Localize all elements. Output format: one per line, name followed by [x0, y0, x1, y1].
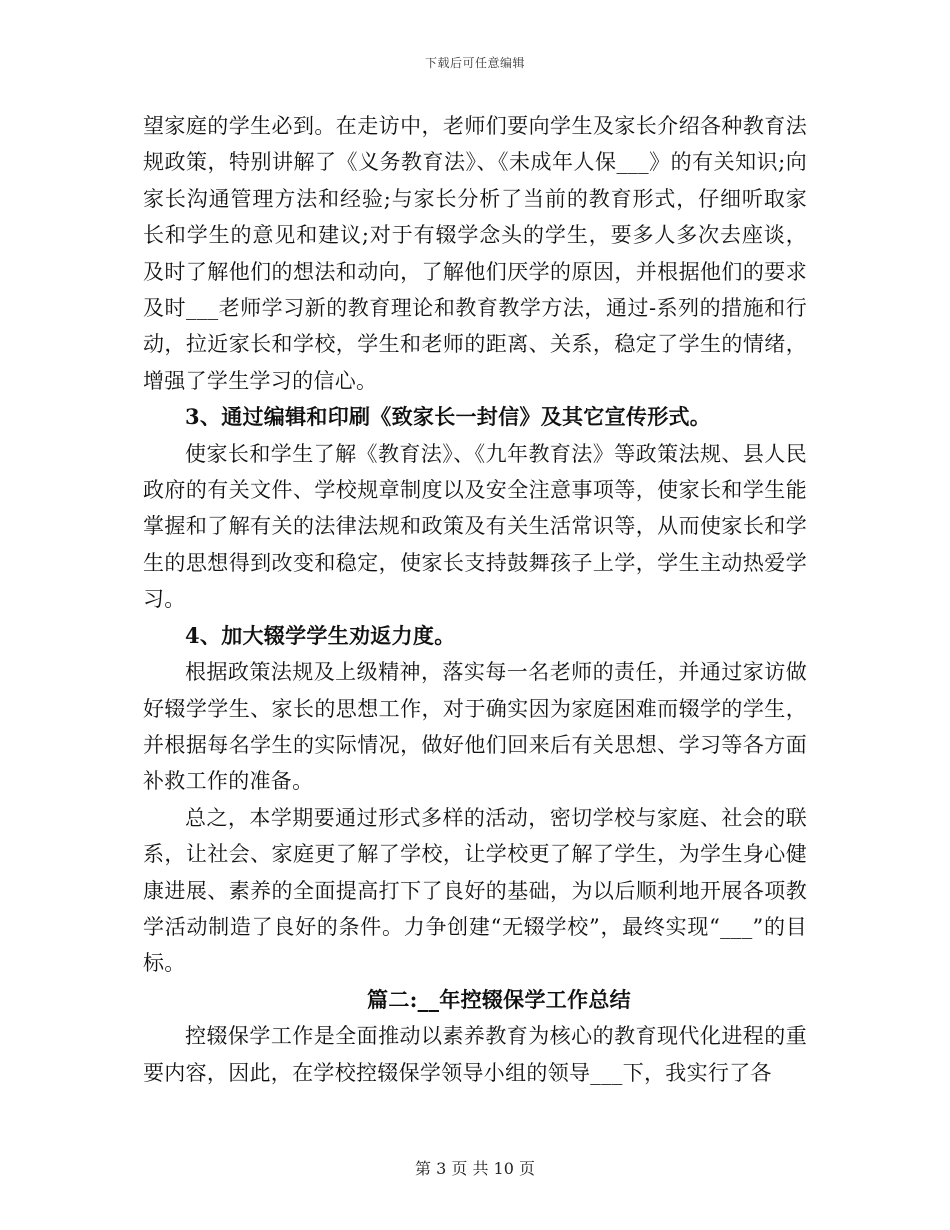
paragraph-publicity: 使家长和学生了解《教育法》、《九年教育法》等政策法规、县人民政府的有关文件、学校规章制度以及安全注意事项等，使家长和学生能掌握和了解有关的法律法规和政策及有关生活常识等，从而使家长和学生的思想得到改变和稳定，使家长支持鼓舞孩子上学，学生主动热爱学习。 — [143, 441, 807, 612]
paragraph-dropout-return: 根据政策法规及上级精神，落实每一名老师的责任，并通过家访做好辍学学生、家长的思想工作，对于确实因为家庭困难而辍学的学生，并根据每名学生的实际情况，做好他们回来后有关思想、学习等各方面补救工作的准备。 — [143, 660, 807, 794]
section-title-part-two: 篇二:__年控辍保学工作总结 — [367, 986, 631, 1012]
paragraph-part-two-intro: 控辍保学工作是全面推动以素养教育为核心的教育现代化进程的重要内容，因此，在学校控辍保学领导小组的领导___下，我实行了各 — [143, 1024, 807, 1085]
heading-item-3: 3、通过编辑和印刷《致家长一封信》及其它宣传形式。 — [185, 404, 712, 430]
paragraph-summary: 总之，本学期要通过形式多样的活动，密切学校与家庭、社会的联系，让社会、家庭更了解了学校，让学校更了解了学生，为学生身心健康进展、素养的全面提高打下了良好的基础，为以后顺利地开展各项教学活动制造了良好的条件。力争创建“无辍学校”，最终实现“___”的目标。 — [143, 805, 807, 976]
page-header: 下载后可任意编辑 — [424, 56, 525, 70]
page-number: 第 3 页 共 10 页 — [415, 1159, 535, 1178]
heading-item-4: 4、加大辍学学生劝返力度。 — [185, 622, 456, 648]
document-body — [143, 108, 807, 1091]
paragraph-home-visits: 望家庭的学生必到。在走访中，老师们要向学生及家长介绍各种教育法规政策，特别讲解了《义务教育法》、《未成年人保___》的有关知识;向家长沟通管理方法和经验;与家长分析了当前的教育形式，仔细听取家长和学生的意见和建议;对于有辍学念头的学生，要多人多次去座谈，及时了解他们的想法和动向，了解他们厌学的原因，并根据他们的要求及时___老师学习新的教育理论和教育教学方法，通过-系列的措施和行动，拉近家长和学校，学生和老师的距离、关系，稳定了学生的情绪，增强了学生学习的信心。 — [143, 114, 807, 393]
